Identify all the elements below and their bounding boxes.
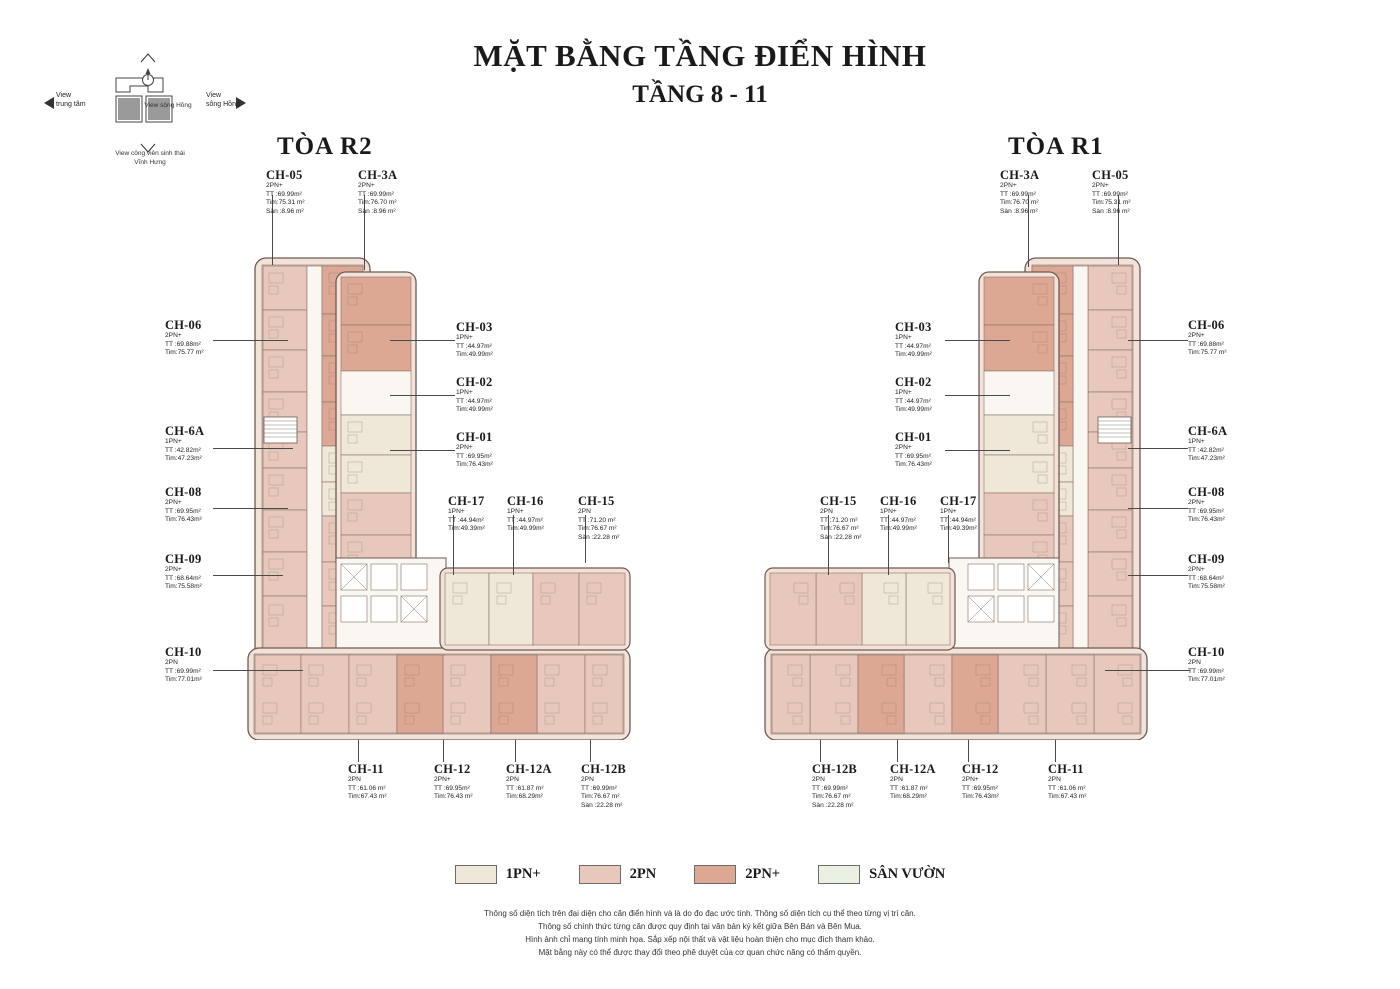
unit-type: 2PN [578,508,591,515]
unit-tim: Tim:49.39m² [448,525,485,533]
unit-tim: Tim:47.23m² [165,455,202,463]
leader-line [358,740,359,762]
compass-bottom-label-2: Vĩnh Hưng [134,159,166,166]
legend [0,865,1400,889]
unit-type: 1PN+ [507,508,524,515]
unit-tim: Tim:76.43m² [1188,516,1225,524]
unit-code: CH-12A [506,762,552,776]
unit-code: CH-12 [434,762,471,776]
unit-tt: TT :69.95m² [962,784,998,792]
unit-san: Sàn :22.28 m² [820,533,862,541]
callout-r2-ch06[interactable] [165,318,285,358]
unit-tim: Tim:76.67 m² [578,525,617,533]
unit-code: CH-16 [880,494,917,508]
unit-tim: Tim:76.70 m² [1000,199,1039,207]
unit-san: Sàn :8.96 m² [358,207,396,215]
unit-tt: TT :69.88m² [165,340,201,348]
legend-item-2pn-plus [694,865,780,884]
unit-type: 2PN [820,508,833,515]
unit-code: CH-10 [1188,645,1225,659]
unit-code: CH-12B [581,762,626,776]
legend-swatch-san-vuon [818,865,860,884]
unit-type: 2PN+ [165,566,182,573]
unit-type: 2PN+ [358,182,375,189]
unit-type: 1PN+ [895,334,912,341]
unit-code: CH-17 [448,494,485,508]
unit-code: CH-12 [962,762,999,776]
unit-tim: Tim:49.99m² [456,351,493,359]
callout-r1-ch6a[interactable] [1188,424,1308,464]
unit-code: CH-12B [812,762,857,776]
unit-tim: Tim:76.43m² [962,793,999,801]
compass-right-label-2: sông Hồng [206,101,240,108]
legend-swatch-2pn-plus [694,865,736,884]
callout-r2-ch6a[interactable] [165,424,285,464]
leader-line [897,740,898,762]
leader-line [590,740,591,762]
unit-type: 2PN [1188,659,1201,666]
unit-tt: TT :69.88m² [1188,340,1224,348]
legend-label-san-vuon: SÂN VƯỜN [869,866,946,882]
unit-type: 2PN+ [165,332,182,339]
callout-r1-ch05[interactable] [1092,168,1212,216]
unit-tim: Tim:67.43 m² [1048,793,1087,801]
unit-type: 2PN [812,776,825,783]
note-line-3: Hình ảnh chỉ mang tính minh họa. Sắp xếp nội thất và vật liệu hoàn thiện cho mục đích tham khảo. [525,935,875,944]
legend-label-2pn: 2PN [629,866,657,882]
note-line-1: Thông số diện tích trên đại diện cho căn điển hình và là do đo đạc ước tính. Thông số diện tích cụ thể theo từng vị trí căn. [484,909,916,918]
unit-type: 2PN [1048,776,1061,783]
unit-tt: TT :42.82m² [165,446,201,454]
unit-type: 1PN+ [448,508,465,515]
unit-code: CH-01 [895,430,932,444]
unit-type: 2PN+ [434,776,451,783]
legend-item-san-vuon [818,865,945,884]
unit-san: Sàn :8.96 m² [1092,207,1130,215]
unit-tim: Tim:76.43 m² [434,793,473,801]
callout-r1-ch11[interactable] [1048,762,1168,802]
unit-tt: TT :44.97m² [507,516,543,524]
unit-tim: Tim:75.58m² [165,583,202,591]
legend-item-1pn-plus [455,865,541,884]
unit-tim: Tim:76.67 m² [581,793,620,801]
unit-code: CH-02 [456,375,493,389]
callout-r1-ch06[interactable] [1188,318,1308,358]
leader-line [1128,508,1188,509]
unit-tt: TT :69.99m² [1000,190,1036,198]
leader-line [1128,575,1188,576]
unit-tim: Tim:75.77 m² [165,349,204,357]
callout-r1-ch01[interactable] [895,430,1015,470]
leader-line [390,450,455,451]
unit-code: CH-02 [895,375,932,389]
unit-type: 1PN+ [165,438,182,445]
unit-code: CH-16 [507,494,544,508]
unit-type: 2PN [348,776,361,783]
unit-type: 1PN+ [456,334,473,341]
unit-tim: Tim:76.67 m² [820,525,859,533]
unit-type: 2PN [506,776,519,783]
unit-tim: Tim:76.43m² [456,461,493,469]
unit-type: 2PN+ [1188,499,1205,506]
unit-san: Sàn :22.28 m² [581,801,623,809]
unit-tt: TT :71.20 m² [578,516,616,524]
unit-tt: TT :44.94m² [940,516,976,524]
compass-orientation-diagram [30,40,260,175]
unit-code: CH-05 [266,168,303,182]
compass-left-label-1: View [56,92,72,99]
unit-san: Sàn :8.96 m² [1000,207,1038,215]
unit-type: 1PN+ [880,508,897,515]
unit-tim: Tim:76.67 m² [812,793,851,801]
leader-line [390,340,455,341]
unit-tt: TT :61.06 m² [1048,784,1086,792]
unit-type: 2PN+ [962,776,979,783]
unit-tt: TT :69.99m² [812,784,848,792]
unit-type: 2PN+ [895,444,912,451]
compass-right-label-1: View [206,92,222,99]
unit-type: 1PN+ [940,508,957,515]
callout-r1-ch08[interactable] [1188,485,1308,525]
unit-tim: Tim:77.01m² [165,676,202,684]
unit-tt: TT :61.87 m² [506,784,544,792]
compass-left-label-2: trung tâm [56,101,86,108]
leader-line [1105,670,1190,671]
unit-tim: Tim:76.43m² [165,516,202,524]
unit-type: 1PN+ [456,389,473,396]
unit-type: 2PN+ [1092,182,1109,189]
note-line-4: Mặt bằng này có thể được thay đổi theo phê duyệt của cơ quan chức năng có thẩm quyền. [538,948,862,957]
unit-tim: Tim:75.31 m² [266,199,305,207]
unit-tim: Tim:76.43m² [895,461,932,469]
disclaimer-notes [0,908,1400,960]
callout-r1-ch17[interactable] [940,494,1060,534]
unit-san: Sàn :22.28 m² [812,801,854,809]
legend-label-1pn-plus: 1PN+ [505,866,541,882]
unit-tt: TT :69.99m² [581,784,617,792]
leader-line [1055,740,1056,762]
unit-tim: Tim:49.39m² [940,525,977,533]
unit-tim: Tim:49.99m² [895,406,932,414]
unit-tt: TT :44.97m² [895,342,931,350]
unit-type: 1PN+ [1188,438,1205,445]
unit-tt: TT :42.82m² [1188,446,1224,454]
unit-type: 2PN+ [1188,566,1205,573]
unit-tim: Tim:77.01m² [1188,676,1225,684]
unit-tim: Tim:67.43 m² [348,793,387,801]
legend-swatch-1pn-plus [455,865,497,884]
callout-r2-ch02[interactable] [456,375,576,415]
unit-tt: TT :69.99m² [1188,667,1224,675]
unit-type: 2PN+ [1000,182,1017,189]
leader-line [968,740,969,762]
leader-line [515,740,516,762]
callout-r1-ch09[interactable] [1188,552,1308,592]
unit-code: CH-06 [165,318,202,332]
unit-code: CH-06 [1188,318,1225,332]
unit-tim: Tim:68.29m² [890,793,927,801]
unit-code: CH-03 [895,320,932,334]
unit-tim: Tim:49.99m² [456,406,493,414]
unit-tt: TT :61.06 m² [348,784,386,792]
unit-tt: TT :69.95m² [1188,507,1224,515]
leader-line [1128,340,1188,341]
unit-code: CH-6A [1188,424,1228,438]
unit-code: CH-08 [1188,485,1225,499]
unit-tim: Tim:49.99m² [507,525,544,533]
title-main: MẶT BẰNG TẦNG ĐIỂN HÌNH [473,38,927,73]
unit-tt: TT :69.95m² [165,507,201,515]
compass-top-label: View sông Hồng [144,102,192,109]
tower-label-r1: TÒA R1 [1008,133,1104,160]
tower-label-r2: TÒA R2 [277,133,373,160]
callout-r1-ch02[interactable] [895,375,1015,415]
unit-tt: TT :71.20 m² [820,516,858,524]
unit-code: CH-3A [1000,168,1040,182]
unit-tim: Tim:75.77 m² [1188,349,1227,357]
unit-code: CH-12A [890,762,936,776]
callout-r2-ch15[interactable] [578,494,698,542]
unit-tim: Tim:76.70 m² [358,199,397,207]
callout-r2-ch01[interactable] [456,430,576,470]
unit-tim: Tim:75.31 m² [1092,199,1131,207]
unit-tim: Tim:47.23m² [1188,455,1225,463]
unit-tim: Tim:49.99m² [895,351,932,359]
unit-code: CH-10 [165,645,202,659]
callout-r2-ch10[interactable] [165,645,285,685]
unit-code: CH-08 [165,485,202,499]
unit-tt: TT :68.64m² [165,574,201,582]
callout-r2-ch08[interactable] [165,485,285,525]
unit-tt: TT :69.95m² [895,452,931,460]
unit-tim: Tim:75.58m² [1188,583,1225,591]
leader-line [820,740,821,762]
unit-tt: TT :69.99m² [1092,190,1128,198]
unit-code: CH-03 [456,320,493,334]
unit-tt: TT :44.97m² [895,397,931,405]
unit-code: CH-15 [578,494,615,508]
unit-code: CH-15 [820,494,857,508]
unit-tt: TT :69.95m² [456,452,492,460]
callout-r2-ch09[interactable] [165,552,285,592]
note-line-2: Thông số chính thức từng căn được quy định tại văn bản ký kết giữa Bên Bán và Bên Mua. [538,922,862,931]
unit-code: CH-11 [1048,762,1084,776]
unit-code: CH-11 [348,762,384,776]
callout-r2-ch3a[interactable] [358,168,478,216]
unit-tt: TT :69.95m² [434,784,470,792]
unit-tt: TT :68.64m² [1188,574,1224,582]
unit-tt: TT :44.97m² [456,397,492,405]
title-sub: TẦNG 8 - 11 [632,81,768,108]
unit-tim: Tim:68.29m² [506,793,543,801]
unit-type: 2PN [890,776,903,783]
callout-r2-ch12b[interactable] [581,762,701,810]
unit-code: CH-17 [940,494,977,508]
unit-san: Sàn :22.28 m² [578,533,620,541]
unit-type: 1PN+ [895,389,912,396]
callout-r2-ch03[interactable] [456,320,576,360]
leader-line [1128,448,1188,449]
legend-label-2pn-plus: 2PN+ [745,866,781,882]
unit-type: 2PN [165,659,178,666]
unit-tt: TT :69.99m² [358,190,394,198]
unit-tt: TT :44.97m² [880,516,916,524]
unit-code: CH-01 [456,430,493,444]
leader-line [390,395,455,396]
legend-item-2pn [579,865,657,884]
unit-type: 2PN+ [456,444,473,451]
unit-tt: TT :44.97m² [456,342,492,350]
callout-r1-ch10[interactable] [1188,645,1308,685]
legend-swatch-2pn [579,865,621,884]
leader-line [443,740,444,762]
unit-san: Sàn :8.96 m² [266,207,304,215]
unit-tt: TT :69.99m² [266,190,302,198]
unit-code: CH-3A [358,168,398,182]
compass-bottom-label-1: View công viên sinh thái [115,150,185,157]
unit-code: CH-6A [165,424,205,438]
unit-code: CH-05 [1092,168,1129,182]
unit-tt: TT :69.99m² [165,667,201,675]
unit-tim: Tim:49.99m² [880,525,917,533]
callout-r1-ch03[interactable] [895,320,1015,360]
unit-code: CH-09 [1188,552,1225,566]
unit-type: 2PN [581,776,594,783]
unit-tt: TT :44.94m² [448,516,484,524]
unit-type: 2PN+ [165,499,182,506]
unit-code: CH-09 [165,552,202,566]
unit-type: 2PN+ [1188,332,1205,339]
unit-tt: TT :61.87 m² [890,784,928,792]
unit-type: 2PN+ [266,182,283,189]
